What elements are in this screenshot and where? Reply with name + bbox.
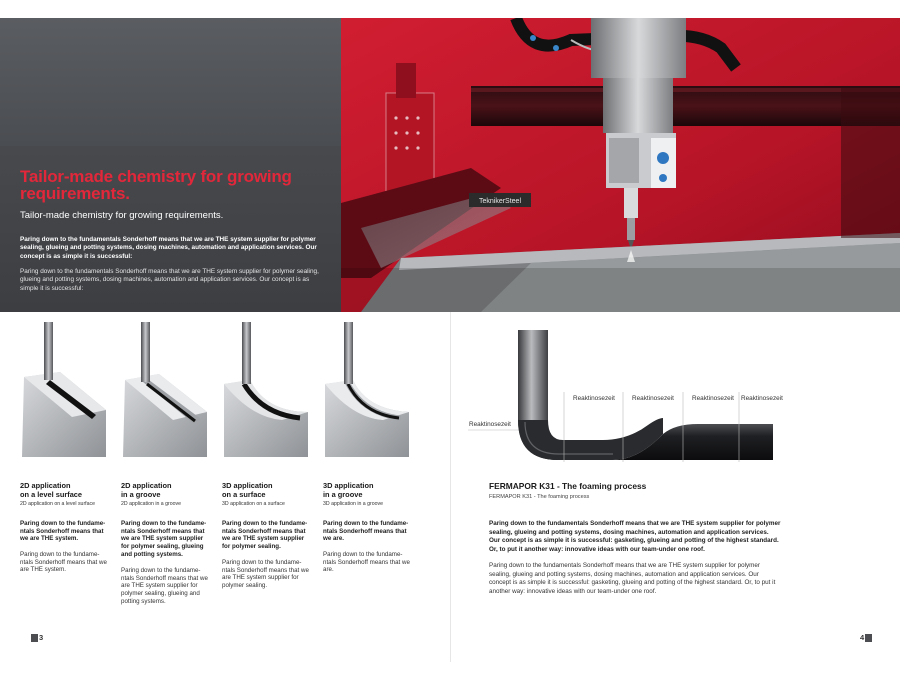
page-fold <box>450 312 451 662</box>
thumb-2d-level <box>20 322 108 462</box>
machine-photo <box>341 18 900 312</box>
hero-title: Tailor-made chemistry for growing requirements. <box>20 167 292 203</box>
reaction-time-label-4: Reaktinosezeit <box>741 395 783 402</box>
foaming-process-subtitle: FERMAPOR K31 - The foaming process <box>489 494 590 500</box>
col3-paragraph: Paring down to the fundame-ntals Sonderhoff means that we are THE system supplier for polymer sealing. <box>222 559 309 590</box>
col2-paragraph: Paring down to the fundame-ntals Sonderhoff means that we are THE system supplier for polymer sealing, glueing and potting systems. <box>121 567 208 605</box>
col1-title-line2: on a level surface <box>20 489 83 499</box>
thumb-3d-surface <box>222 322 310 462</box>
col4-title-line1: 3D application <box>323 481 374 490</box>
col3-paragraph-bold: Paring down to the fundame-ntals Sonderhoff means that we are THE system supplier for polymer sealing. <box>222 520 308 551</box>
foaming-diagram <box>463 322 783 467</box>
thumb-2d-groove <box>121 322 209 462</box>
page-marker <box>31 634 38 642</box>
col1-title-line1: 2D application <box>20 481 71 490</box>
col3-title <box>222 482 314 499</box>
col4-title <box>323 482 415 499</box>
thumb-3d-groove <box>323 322 411 462</box>
foaming-paragraph: Paring down to the fundamentals Sonderhoff means that we are THE system supplier for polymer sealing, glueing and potting systems, dosing machines, automation and application services. Our concept is as simple it is successful: gasketing, glueing and potting of the highest standard. Or, to put it another way: innovative ideas with our team-under one roof. <box>489 562 776 595</box>
hero-paragraph-bold: Paring down to the fundamentals Sonderhoff means that we are THE system supplier for polymer sealing, glueing and potting systems, dosing machines, automation and application services. Our concept is as simple it is successful: <box>20 236 317 260</box>
col1-paragraph: Paring down to the fundame-ntals Sonderhoff means that we are THE system. <box>20 551 107 574</box>
reaction-time-label-3: Reaktinosezeit <box>692 395 734 402</box>
col2-title-line2: in a groove <box>121 489 161 499</box>
col1-subtitle: 2D application on a level surface <box>20 501 95 507</box>
col1-title <box>20 482 112 499</box>
page-number-left-text: 3 <box>39 633 44 642</box>
col4-paragraph-bold: Paring down to the fundame-ntals Sonderhoff means that we are. <box>323 520 409 543</box>
hero-panel-band <box>0 18 341 146</box>
foaming-paragraph-bold: Paring down to the fundamentals Sonderhoff means that we are THE system supplier for polymer sealing, glueing and potting systems, dosing machines, automation and application services. Our concept is as simple it is successful: gasketing, glueing and potting of the highest standard. Or, to put it another way: innovative ideas with our team-under one roof. <box>489 520 781 553</box>
col4-title-line2: in a groove <box>323 489 363 499</box>
reaction-time-label-1: Reaktinosezeit <box>573 395 615 402</box>
col4-paragraph: Paring down to the fundame-ntals Sonderhoff means that we are. <box>323 551 410 574</box>
col1-paragraph-bold: Paring down to the fundame-ntals Sonderhoff means that we are THE system. <box>20 520 106 543</box>
col2-title <box>121 482 213 499</box>
col2-paragraph-bold: Paring down to the fundame-ntals Sonderhoff means that we are THE system supplier for polymer sealing, glueing and potting systems. <box>121 520 207 558</box>
page-marker <box>865 634 872 642</box>
col2-title-line1: 2D application <box>121 481 172 490</box>
machine-illustration <box>341 18 900 312</box>
foaming-process-title: FERMAPOR K31 - The foaming process <box>489 481 647 491</box>
col3-title-line1: 3D application <box>222 481 273 490</box>
page-number-right-text: 4 <box>860 633 865 642</box>
hero-subtitle: Tailor-made chemistry for growing requirements. <box>20 210 224 221</box>
reaction-time-label-5: Reaktinosezeit <box>469 421 511 428</box>
col2-subtitle: 2D application in a groove <box>121 501 181 507</box>
page-number-left <box>31 633 43 642</box>
col3-title-line2: on a surface <box>222 489 266 499</box>
col3-subtitle: 3D application on a surface <box>222 501 285 507</box>
machine-plate: TeknikerSteel <box>478 198 522 205</box>
hero-paragraph: Paring down to the fundamentals Sonderhoff means that we are THE system supplier for polymer sealing, glueing and potting systems, dosing machines, automation and application services. Our concept is as simple it is successful: <box>20 268 319 292</box>
col4-subtitle: 3D application in a groove <box>323 501 383 507</box>
reaction-time-label-2: Reaktinosezeit <box>632 395 674 402</box>
page-number-right <box>860 633 872 642</box>
